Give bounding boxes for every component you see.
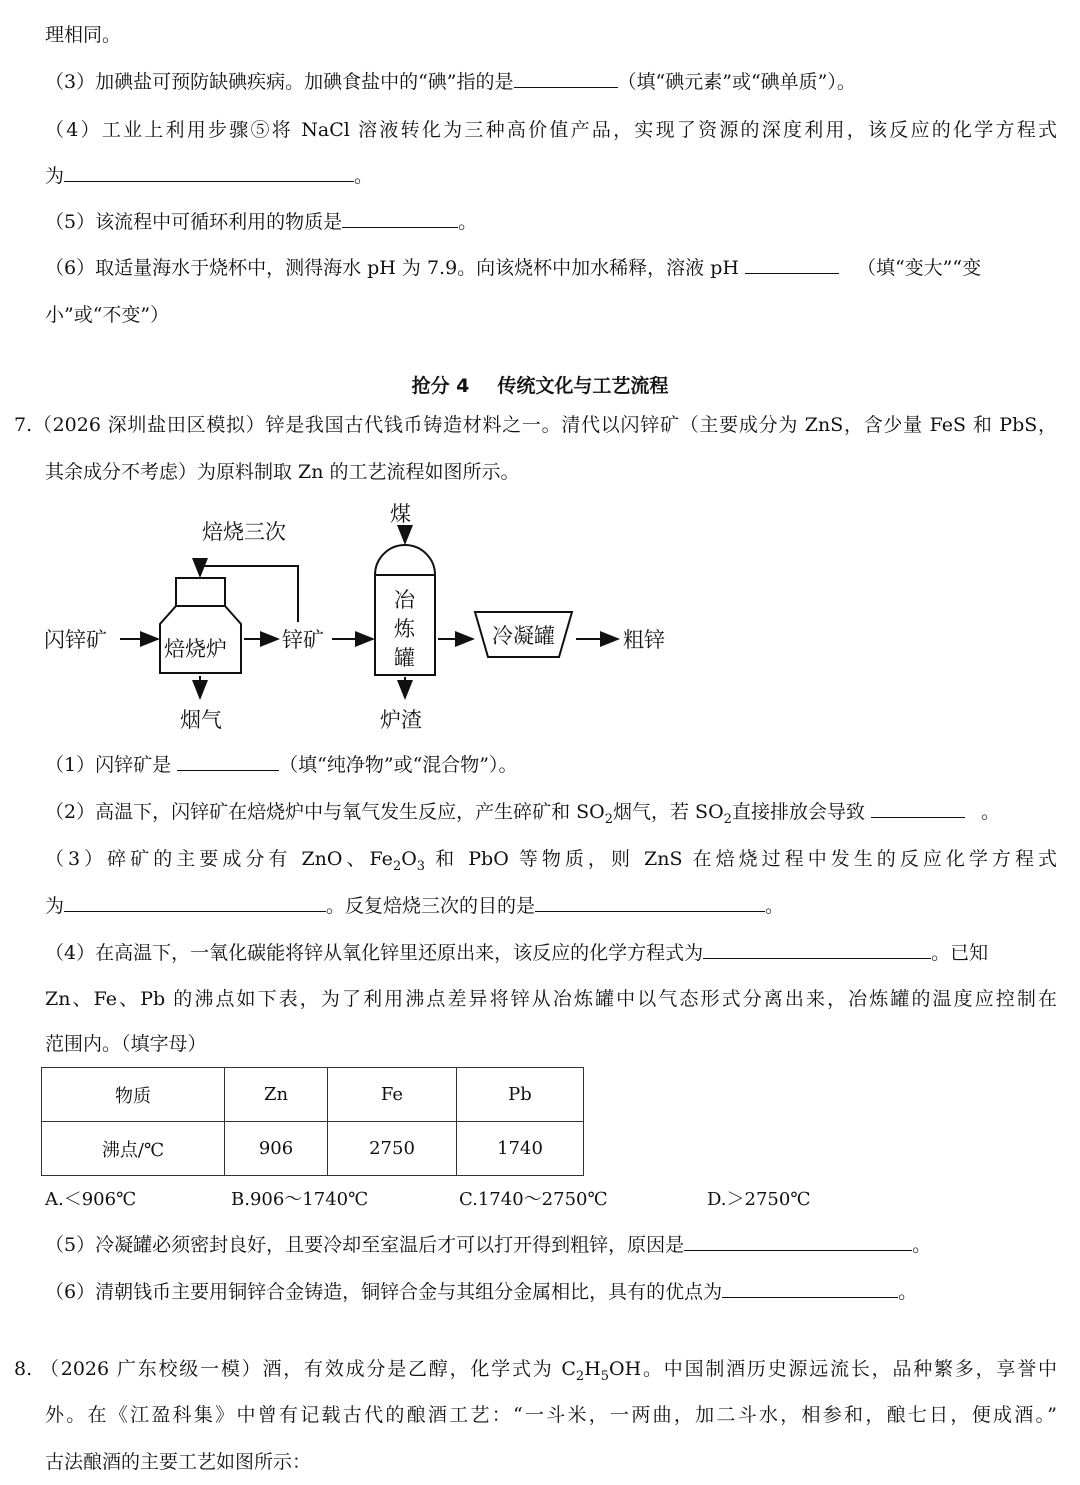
q8-stem-line1 <box>14 1356 1057 1390</box>
p3-text-b: O <box>401 848 417 870</box>
ore-label: 锌矿 <box>282 628 324 652</box>
smelter-label-2: 炼 <box>394 617 415 641</box>
q6-text: （6）取适量海水于烧杯中，测得海水 pH 为 7.9。向该烧杯中加水稀释，溶液 pH <box>45 257 745 279</box>
option-c[interactable]: C.1740～2750℃ <box>459 1189 608 1210</box>
q8-stem-line3: 古法酿酒的主要工艺如图所示： <box>45 1451 312 1473</box>
condenser-tank <box>475 612 572 657</box>
section-name: 传统文化与工艺流程 <box>497 375 669 397</box>
table-cell: 2750 <box>328 1122 457 1176</box>
continuation-text: 理相同。 <box>45 24 122 46</box>
q7-part4-line3: 范围内。（填字母） <box>45 1033 207 1055</box>
question-6-line1 <box>45 255 981 281</box>
q7-part2 <box>45 799 1000 833</box>
furnace-label: 焙烧炉 <box>164 637 227 661</box>
q8-text-b: H <box>584 1358 601 1380</box>
option-a[interactable]: A.＜906℃ <box>45 1189 137 1210</box>
p3-mid: 。反复焙烧三次的目的是 <box>326 895 536 917</box>
q5-text: （5）该流程中可循环利用的物质是 <box>45 211 343 233</box>
p2-suffix: 。 <box>980 801 1000 823</box>
p3-suffix: 。 <box>765 895 785 917</box>
answer-blank[interactable] <box>535 893 765 912</box>
option-b[interactable]: B.906～1740℃ <box>231 1189 369 1210</box>
answer-blank[interactable] <box>514 69 618 88</box>
section-title <box>0 371 1080 398</box>
flue-gas-label: 烟气 <box>180 708 222 732</box>
table-header: 物质 <box>42 1068 225 1122</box>
q8-text-c: OH。中国制酒历史源远流长，品种繁多，享誉中 <box>609 1358 1057 1380</box>
question-4-line1: （4）工业上利用步骤⑤将 NaCl 溶液转化为三种高价值产品，实现了资源的深度利用，该反应的化学方程式 <box>45 119 1057 141</box>
table-row <box>42 1122 584 1176</box>
table-cell: 1740 <box>457 1122 584 1176</box>
answer-blank[interactable] <box>64 163 354 182</box>
section-label: 抢分 4 <box>411 375 470 397</box>
answer-blank[interactable] <box>64 893 326 912</box>
coal-label: 煤 <box>390 502 411 526</box>
p5-text: （5）冷凝罐必须密封良好，且要冷却至室温后才可以打开得到粗锌，原因是 <box>45 1234 685 1256</box>
q4-suffix: 。 <box>354 165 374 187</box>
q7-part1 <box>45 752 518 778</box>
p3-text-c: 和 PbO 等物质，则 ZnS 在焙烧过程中发生的反应化学方程式 <box>425 848 1057 870</box>
question-4-line2 <box>45 163 373 189</box>
subscript: 5 <box>600 1368 610 1384</box>
p2-text-mid2: 直接排放会导致 <box>731 801 871 823</box>
crude-zinc-label: 粗锌 <box>623 628 665 652</box>
p2-text-mid: 烟气，若 SO <box>613 801 724 823</box>
answer-blank[interactable] <box>871 799 965 818</box>
answer-blank[interactable] <box>722 1279 898 1298</box>
sphalerite-label: 闪锌矿 <box>44 628 107 652</box>
answer-blank[interactable] <box>177 752 279 771</box>
p4-suffix: 。已知 <box>931 942 989 964</box>
subscript: 2 <box>392 858 402 874</box>
q7-stem-line1: 7.（2026 深圳盐田区模拟）锌是我国古代钱币铸造材料之一。清代以闪锌矿（主要成分为 ZnS，含少量 FeS 和 PbS， <box>14 414 1057 436</box>
slag-label: 炉渣 <box>380 708 422 732</box>
subscript: 3 <box>416 858 426 874</box>
p3-text-a: （3）碎矿的主要成分有 ZnO、Fe <box>45 848 393 870</box>
boiling-point-table <box>41 1067 584 1176</box>
answer-blank[interactable] <box>703 940 931 959</box>
q8-text-a: 8. （2026 广东校级一模）酒，有效成分是乙醇，化学式为 C <box>14 1358 576 1380</box>
p6-text: （6）清朝钱币主要用铜锌合金铸造，铜锌合金与其组分金属相比，具有的优点为 <box>45 1281 723 1303</box>
process-flow-diagram <box>40 495 680 740</box>
q5-suffix: 。 <box>458 211 478 233</box>
table-cell: 906 <box>225 1122 328 1176</box>
option-d[interactable]: D.＞2750℃ <box>707 1189 811 1210</box>
subscript: 2 <box>604 811 614 827</box>
q7-part4-line2: Zn、Fe、Pb 的沸点如下表，为了利用沸点差异将锌从冶炼罐中以气态形式分离出来，冶炼罐的温度应控制在 <box>45 988 1057 1010</box>
q8-stem-line2: 外。在《江盈科集》中曾有记载古代的酿酒工艺：“一斗米，一两曲，加二斗水，相参和，酿七日，便成酒。” <box>45 1404 1057 1426</box>
q4-prefix: 为 <box>45 165 65 187</box>
answer-blank[interactable] <box>745 255 839 274</box>
q7-part3-line2 <box>45 893 784 919</box>
p3-prefix: 为 <box>45 895 65 917</box>
smelting-tank <box>375 545 435 675</box>
table-row <box>42 1068 584 1122</box>
q7-part5 <box>45 1232 931 1258</box>
question-5 <box>45 209 477 235</box>
q7-part3-line1 <box>45 846 1057 880</box>
p6-suffix: 。 <box>898 1281 918 1303</box>
table-header: Fe <box>328 1068 457 1122</box>
table-header: Zn <box>225 1068 328 1122</box>
q7-part6 <box>45 1279 917 1305</box>
roast-three-label: 焙烧三次 <box>202 520 286 544</box>
smelter-label-1: 冶 <box>394 588 415 612</box>
question-3 <box>45 69 856 95</box>
table-cell: 沸点/℃ <box>42 1122 225 1176</box>
p4-text: （4）在高温下，一氧化碳能将锌从氧化锌里还原出来，该反应的化学方程式为 <box>45 942 704 964</box>
answer-blank[interactable] <box>342 209 458 228</box>
answer-blank[interactable] <box>684 1232 912 1251</box>
q7-part4-line1 <box>45 940 988 966</box>
question-6-line2: 小”或“不变”） <box>45 304 170 326</box>
subscript: 2 <box>723 811 732 827</box>
q3-hint: （填“碘元素”或“碘单质”）。 <box>617 71 856 93</box>
p2-text: （2）高温下，闪锌矿在焙烧炉中与氧气发生反应，产生碎矿和 SO <box>45 801 605 823</box>
q3-text: （3）加碘盐可预防缺碘疾病。加碘食盐中的“碘”指的是 <box>45 71 514 93</box>
q7-stem-line2: 其余成分不考虑）为原料制取 Zn 的工艺流程如图所示。 <box>45 461 520 483</box>
p5-suffix: 。 <box>912 1234 932 1256</box>
table-header: Pb <box>457 1068 584 1122</box>
q6-hint: （填“变大”“变 <box>856 257 982 279</box>
p1-text: （1）闪锌矿是 <box>45 754 178 776</box>
subscript: 2 <box>575 1368 585 1384</box>
roasting-furnace <box>160 578 241 673</box>
p1-hint: （填“纯净物”或“混合物”）。 <box>279 754 518 776</box>
condenser-label: 冷凝罐 <box>492 624 555 648</box>
smelter-label-3: 罐 <box>394 646 415 670</box>
